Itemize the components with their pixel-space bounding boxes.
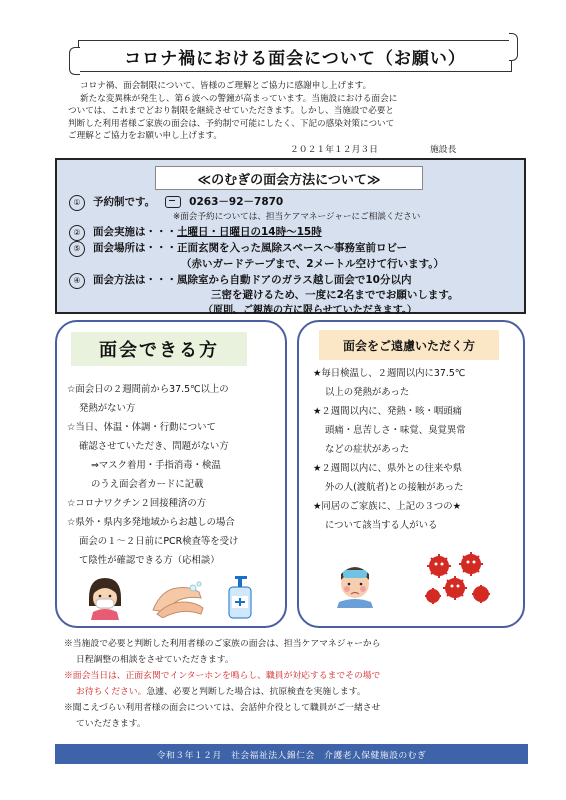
- method-row-place: [69, 240, 407, 257]
- allowed-visitors-heading: 面会できる方: [71, 332, 247, 366]
- note-line: ていただきます。: [76, 719, 146, 729]
- intro-line: ご理解とご協力をお願い申し上げます。: [68, 131, 223, 141]
- method-title: ≪のむぎの面会方法について≫: [155, 166, 423, 190]
- issue-date: ２０２１年１２月３日: [290, 145, 378, 155]
- intro-line: コロナ禍、面会制限について、皆様のご理解とご協力に感謝申し上げます。: [80, 81, 372, 91]
- schedule-value: 土曜日・日曜日の14時～15時: [177, 226, 322, 238]
- page-title: コロナ禍における面会について（お願い）: [124, 48, 466, 69]
- list-item: ☆面会日の２週間前から37.5℃以上の: [67, 384, 229, 395]
- footer-bar: 令和３年１２月 社会福祉法人錦仁会 介護老人保健施設のむぎ: [55, 744, 528, 764]
- list-item: のうえ面会者カードに記載: [91, 479, 204, 490]
- phone-icon: [165, 196, 181, 208]
- date-line: [290, 142, 520, 155]
- way-label: 面会方法は・・・: [93, 274, 177, 286]
- note-line: 日程調整の相談をさせていただきます。: [76, 655, 234, 665]
- intro-line: ついては、これまでどおり制限を継続させていただきます。しかし、当施設で必要と: [68, 106, 394, 116]
- place-label: 面会場所は・・・: [93, 242, 177, 254]
- list-item: ☆当日、体温・体調・行動について: [67, 422, 216, 433]
- scroll-curl-right: [509, 33, 518, 61]
- reservation-label: 予約制です。: [93, 196, 156, 208]
- sanitizer-bottle-icon: [223, 574, 255, 620]
- restricted-visitors-heading: 面会をご遠慮いただく方: [319, 330, 499, 360]
- note-line: 急遽、必要と判断した場合は、抗原検査を実施します。: [146, 687, 366, 697]
- row-number: ④: [69, 273, 85, 289]
- way-value: 風除室から自動ドアのガラス越し面会で10分以内: [177, 274, 412, 286]
- place-value: 正面玄関を入った風除スペース～事務室前ロビー: [177, 242, 408, 254]
- list-item: 以上の発熱があった: [325, 387, 410, 398]
- reservation-note: ※面会予約については、担当ケアマネージャーにご相談ください: [173, 212, 421, 222]
- restricted-visitors-list: [313, 364, 519, 535]
- place-note: （赤いガードテープまで、2メートル空けて行います。）: [181, 258, 444, 270]
- list-item: 外の人(渡航者)との接触があった: [325, 482, 464, 493]
- row-number: ①: [69, 195, 85, 211]
- way-note-1: 三密を避けるため、一度に2名まででお願いします。: [211, 289, 459, 301]
- virus-icon: [419, 550, 495, 612]
- phone-number: 0263－92－7870: [189, 196, 284, 208]
- footnotes: [64, 636, 524, 732]
- note-line: ※当施設で必要と判断した利用者様のご家族の面会は、担当ケアマネジャーから: [64, 639, 381, 649]
- way-note-2: （原則、ご親族の方に限らせていただきます。）: [203, 305, 417, 316]
- row-number: ⑤: [69, 241, 85, 257]
- method-row-schedule: [69, 224, 322, 241]
- hand-washing-icon: [149, 580, 205, 618]
- list-item: ⇒マスク着用・手指消毒・検温: [91, 460, 221, 471]
- list-item: について該当する人がいる: [325, 520, 438, 531]
- allowed-visitors-box: [55, 320, 287, 628]
- list-item: て陰性が確認できる方（応相談）: [79, 555, 220, 566]
- signer: 施設長: [429, 145, 457, 155]
- masked-girl-icon: [85, 576, 125, 620]
- list-item: ★毎日検温し、２週間以内に37.5℃: [313, 368, 466, 379]
- row-number: ②: [69, 225, 85, 241]
- list-item: ★２週間以内に、県外との往来や県: [313, 463, 463, 474]
- method-row-reservation: [69, 194, 283, 211]
- sick-child-icon: [333, 558, 377, 608]
- restricted-visitors-box: [297, 320, 525, 628]
- intro-line: 新たな変異株が発生し、第６波への警鐘が高まっています。当施設における面会に: [80, 93, 398, 104]
- schedule-label: 面会実施は・・・: [93, 226, 177, 238]
- intro-line: 判断した利用者様ご家族の面会は、予約制で可能にしたく、下記の感染対策について: [68, 118, 395, 129]
- list-item: ★２週間以内に、発熱・咳・咽頭痛: [313, 406, 463, 417]
- intro-paragraph: [68, 80, 516, 143]
- list-item: 頭痛・息苦しさ・味覚、臭覚異常: [325, 425, 466, 436]
- allowed-visitors-list: [67, 380, 281, 570]
- list-item: ☆コロナワクチン２回接種済の方: [67, 498, 207, 509]
- note-line: ※聞こえづらい利用者様の面会については、会話仲介役として職員がご一緒させ: [64, 703, 381, 713]
- list-item: 面会の１～２日前にPCR検査等を受け: [79, 536, 239, 547]
- list-item: ☆県外・県内多発地域からお越しの場合: [67, 517, 235, 528]
- list-item: などの症状があった: [325, 444, 410, 455]
- title-banner: [78, 40, 512, 72]
- list-item: ★同居のご家族に、上記の３つの★: [313, 501, 462, 512]
- scroll-curl-left: [69, 47, 80, 75]
- list-item: 確認させていただき、問題がない方: [79, 441, 229, 452]
- list-item: 発熱がない方: [79, 403, 136, 414]
- note-alert-tail: お待ちください。: [76, 687, 147, 697]
- visit-method-box: [55, 158, 526, 314]
- note-line-alert: ※面会当日は、正面玄関でインターホンを鳴らし、職員が対応するまでその場で: [64, 671, 381, 681]
